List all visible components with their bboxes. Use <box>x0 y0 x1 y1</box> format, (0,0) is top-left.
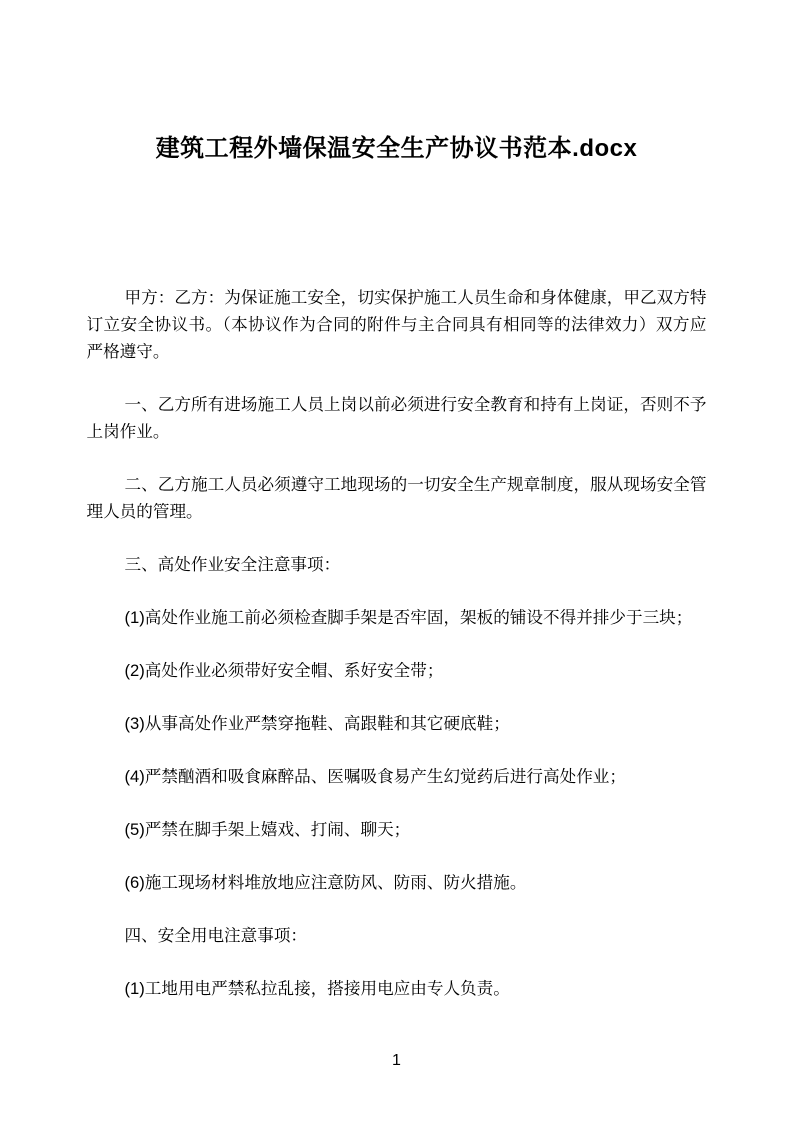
document-title: 建筑工程外墙保温安全生产协议书范本.docx <box>155 135 638 162</box>
paragraph-clause-2: 二、乙方施工人员必须遵守工地现场的一切安全生产规章制度，服从现场安全管理人员的管理。 <box>86 475 707 521</box>
paragraph-clause-3-heading: 三、高处作业安全注意事项： <box>124 555 341 574</box>
paragraph-intro: 甲方：乙方：为保证施工安全，切实保护施工人员生命和身体健康，甲乙双方特订立安全协议书。（本协议作为合同的附件与主合同具有相同等的法律效力）双方应严格遵守。 <box>86 288 707 361</box>
paragraph-clause-4-heading: 四、安全用电注意事项： <box>124 926 308 945</box>
paragraph-clause-3-item-3: (3)从事高处作业严禁穿拖鞋、高跟鞋和其它硬底鞋； <box>124 714 510 733</box>
page-number: 1 <box>392 1052 401 1069</box>
paragraph-clause-3-item-2: (2)高处作业必须带好安全帽、系好安全带； <box>124 661 444 680</box>
paragraph-clause-3-item-5: (5)严禁在脚手架上嬉戏、打闹、聊天； <box>124 820 411 839</box>
paragraph-clause-1: 一、乙方所有进场施工人员上岗以前必须进行安全教育和持有上岗证，否则不予上岗作业。 <box>86 395 707 441</box>
document-body <box>87 284 707 1002</box>
paragraph-clause-3-item-1: (1)高处作业施工前必须检查脚手架是否牢固，架板的铺设不得并排少于三块； <box>124 608 693 627</box>
paragraph-clause-3-item-4: (4)严禁酗酒和吸食麻醉品、医嘱吸食易产生幻觉药后进行高处作业； <box>124 767 626 786</box>
paragraph-clause-3-item-6: (6)施工现场材料堆放地应注意防风、防雨、防火措施。 <box>124 873 527 892</box>
paragraph-clause-4-item-1: (1)工地用电严禁私拉乱接，搭接用电应由专人负责。 <box>124 979 510 998</box>
